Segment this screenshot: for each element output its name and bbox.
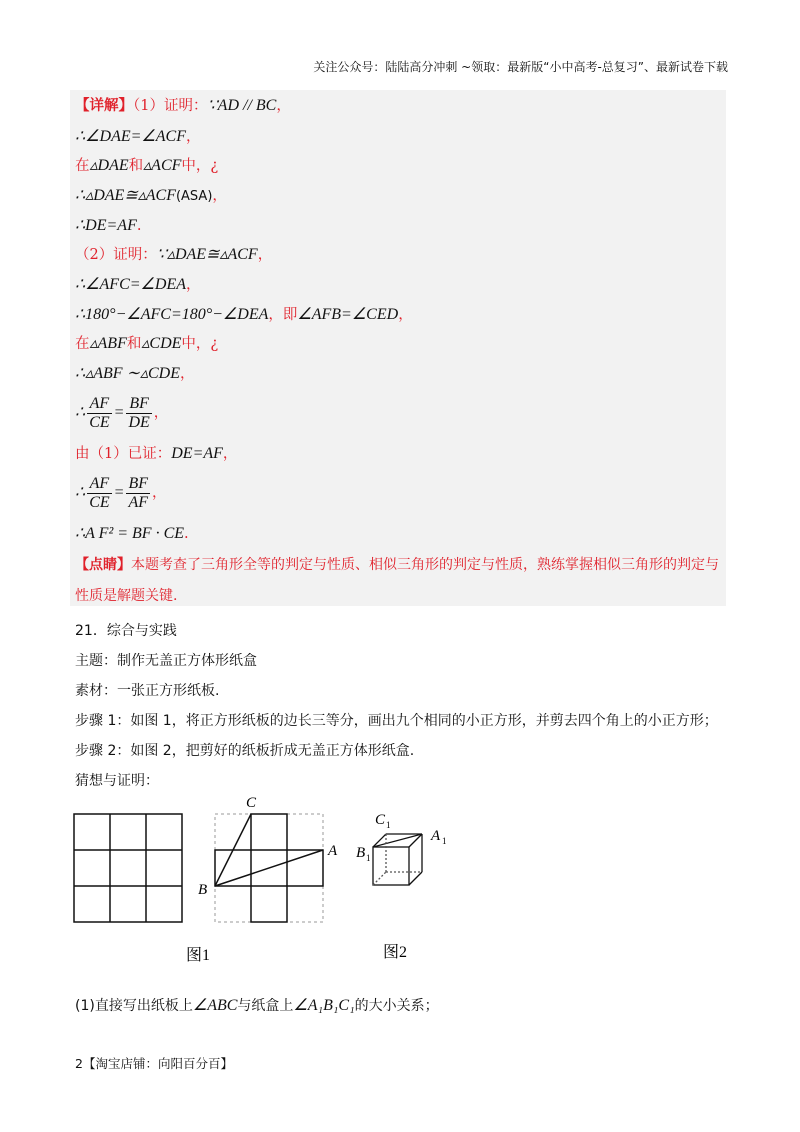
solution-line-7 — [75, 275, 200, 295]
fraction — [87, 395, 111, 432]
detail-tag: 【详解】 — [75, 97, 133, 114]
text-red: 在 — [75, 158, 90, 174]
label-a1: A — [431, 828, 441, 844]
fraction-denominator: CE — [89, 413, 110, 431]
q1-pre: (1)直接写出纸板上 — [75, 998, 193, 1014]
punct: ， — [151, 485, 167, 501]
step1-line: 步骤 1：如图 1，将正方形纸板的边长三等分，画出九个相同的小正方形，并剪去四个角上的小正方形； — [75, 713, 718, 729]
punct: ， — [179, 366, 195, 382]
guess-line: 猜想与证明： — [75, 773, 159, 789]
material-line: 素材：一张正方形纸板. — [75, 683, 220, 699]
fraction-denominator: CE — [89, 493, 110, 511]
text-red: ，即 — [268, 307, 298, 323]
solution-line-9 — [75, 334, 218, 354]
q1-mid: 与纸盒上 — [237, 998, 294, 1014]
fig1-caption: 图1 — [186, 947, 211, 964]
math-expr: ∵▵DAE≅▵ACF — [156, 246, 258, 263]
page-footer: 2【淘宝店铺：向阳百分百】 — [75, 1056, 233, 1071]
label-b: B — [198, 882, 208, 898]
solution-line-6 — [75, 245, 272, 265]
note-text-2: 性质是解题关键. — [75, 588, 178, 604]
fraction — [126, 475, 150, 512]
punct: ， — [398, 307, 413, 323]
text-red: 中，¿ — [181, 336, 219, 352]
fraction-numerator: AF — [87, 395, 111, 414]
math-expr: ∴ — [75, 484, 86, 501]
label-b1: B — [356, 845, 366, 861]
note-text-1: 本题考查了三角形全等的判定与性质、相似三角形的判定与性质，熟练掌握相似三角形的判定与 — [131, 557, 719, 573]
solution-line-1 — [75, 96, 291, 116]
solution-line-5 — [75, 216, 141, 236]
equals-sign: = — [113, 484, 125, 501]
asa-label: (ASA) — [175, 189, 213, 204]
punct: ， — [276, 98, 291, 114]
solution-line-13 — [75, 474, 166, 512]
question-number: 21．综合与实践 — [75, 623, 177, 639]
question-1 — [75, 996, 439, 1016]
fraction-numerator: BF — [128, 474, 148, 492]
text-red: 在 — [75, 336, 90, 352]
math-expr: ∠ABC — [192, 997, 238, 1014]
cube-figure — [373, 834, 422, 885]
fraction-denominator: AF — [128, 493, 148, 511]
label-a: A — [328, 843, 338, 859]
solution-line-12 — [75, 444, 237, 464]
math-expr: ▵ACF — [143, 157, 182, 174]
q1-post: 的大小关系； — [354, 998, 439, 1014]
note-tag: 【点睛】 — [75, 557, 131, 573]
math-expr: ∴ — [75, 404, 86, 421]
punct: ， — [222, 446, 238, 462]
label-c1-sub: 1 — [386, 820, 391, 830]
text-red: 和 — [128, 158, 144, 174]
fig2-caption: 图2 — [383, 944, 408, 961]
label-b1-sub: 1 — [366, 853, 371, 863]
solution-line-10 — [75, 364, 194, 384]
math-expr: ∴180°−∠AFC=180°−∠DEA — [75, 306, 269, 323]
label-c1: C — [375, 812, 386, 828]
equals-sign: = — [113, 404, 125, 421]
text-red: 由（1）已证： — [75, 446, 172, 462]
fraction-numerator: AF — [87, 475, 111, 494]
math-expr: ∴▵ABF ∼▵CDE — [75, 365, 180, 382]
figures — [0, 790, 800, 990]
text-red: 和 — [126, 336, 142, 352]
solution-line-2 — [75, 127, 200, 147]
math-expr: ▵CDE — [141, 335, 182, 352]
note-line-1 — [75, 555, 719, 575]
solution-line-14 — [75, 524, 189, 544]
page-header: 关注公众号：陆陆高分冲刺 ~领取：最新版“小中高考-总复习”、最新试卷下载 — [313, 60, 728, 74]
punct: ， — [153, 405, 169, 421]
punct: . — [136, 218, 142, 234]
math-expr: ∠A₁B₁C₁ — [293, 997, 355, 1014]
topic-line: 主题：制作无盖正方体形纸盒 — [75, 653, 257, 669]
proof-label-2: （2）证明： — [75, 247, 157, 263]
fraction-denominator: DE — [128, 413, 150, 431]
math-expr: ∠AFB=∠CED — [297, 306, 399, 323]
math-expr: ∴∠DAE=∠ACF — [75, 128, 186, 145]
math-expr: ▵ABF — [89, 335, 127, 352]
solution-line-4 — [75, 186, 227, 207]
grid-figure — [74, 814, 182, 922]
fraction-numerator: BF — [126, 395, 151, 414]
math-expr: ∴DE=AF — [75, 217, 137, 234]
math-expr: ∴∠AFC=∠DEA — [75, 276, 186, 293]
math-expr: ∵AD // BC — [207, 97, 277, 114]
fraction — [126, 395, 151, 432]
label-c: C — [246, 795, 257, 811]
proof-label-1: （1）证明： — [133, 98, 208, 114]
punct: ， — [212, 188, 227, 204]
math-expr: ∴A F² = BF · CE — [75, 525, 185, 542]
step2-line: 步骤 2：如图 2，把剪好的纸板折成无盖正方体形纸盒. — [75, 743, 415, 759]
note-line-2 — [75, 586, 177, 606]
math-expr: ∴▵DAE≅▵ACF — [75, 187, 176, 204]
solution-line-8 — [75, 305, 413, 325]
text-red: 中，¿ — [181, 158, 219, 174]
math-expr: DE=AF — [171, 445, 223, 462]
math-expr: ▵DAE — [89, 157, 129, 174]
solution-line-11 — [75, 394, 168, 432]
punct: ， — [257, 247, 273, 263]
punct: ， — [185, 277, 201, 293]
cross-figure — [198, 795, 338, 922]
solution-line-3 — [75, 156, 218, 176]
punct: . — [184, 526, 189, 542]
punct: ， — [185, 129, 201, 145]
label-a1-sub: 1 — [442, 836, 447, 846]
fraction — [87, 475, 111, 512]
